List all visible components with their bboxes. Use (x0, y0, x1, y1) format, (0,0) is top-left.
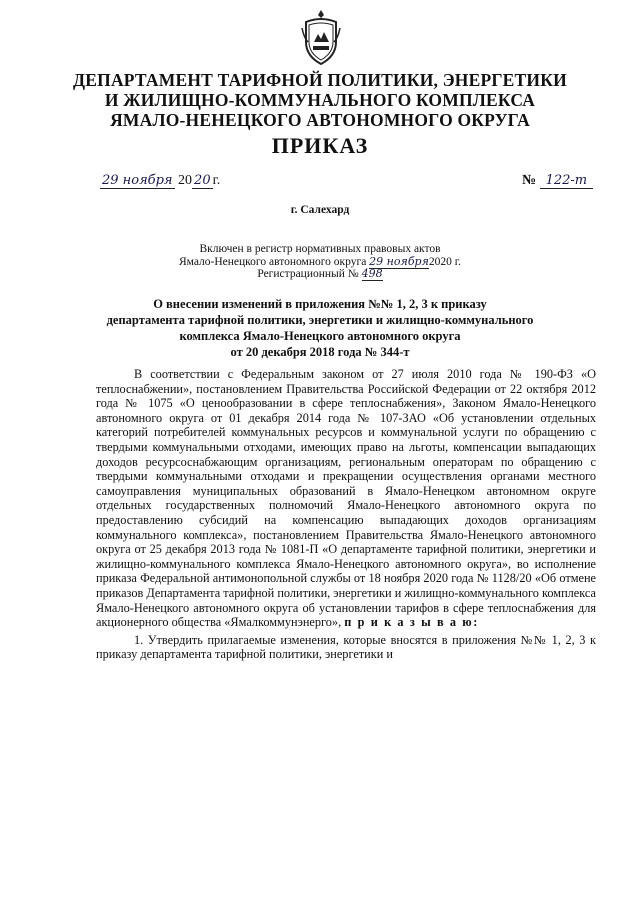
handwritten-number: 122-т (540, 173, 594, 189)
registration-number-label: Регистрационный № (257, 268, 359, 280)
order-date (100, 173, 220, 189)
department-line: ДЕПАРТАМЕНТ ТАРИФНОЙ ПОЛИТИКИ, ЭНЕРГЕТИКИ (73, 70, 567, 90)
order-number (522, 173, 593, 189)
year-suffix: г. (212, 173, 221, 188)
preamble-paragraph (96, 367, 596, 630)
subject-line: от 20 декабря 2018 года № 344-т (230, 345, 410, 359)
registration-line (0, 268, 640, 281)
number-label: № (522, 173, 537, 188)
department-name (40, 70, 600, 130)
coat-of-arms-icon (300, 8, 342, 66)
department-line: ЯМАЛО-НЕНЕЦКОГО АВТОНОМНОГО ОКРУГА (110, 110, 530, 130)
handwritten-registration-number: 498 (361, 267, 383, 280)
handwritten-registration-date: 29 ноября (369, 254, 429, 268)
subject-line: департамента тарифной политики, энергетики и жилищно-коммунального (106, 313, 534, 327)
document-title: ПРИКАЗ (271, 133, 369, 158)
subject-line: комплекса Ямало-Ненецкого автономного округа (179, 329, 461, 343)
subject-line: О внесении изменений в приложения №№ 1, 2, 3 к приказу (153, 297, 487, 311)
order-subject (60, 296, 580, 360)
handwritten-date: 29 ноября (102, 173, 173, 188)
city: г. Салехард (290, 204, 350, 216)
registration-stamp (0, 243, 640, 281)
preamble-text: В соответствии с Федеральным законом от 27 июля 2010 года № 190-ФЗ «О теплоснабжении», постановлением Правительства Российской Федерации от 22 октября 2012 года № 1075 «О ценообразовании в сфере теплоснабжения», Законом Ямало-Ненецкого автономного округа от 01 декабря 2014 года № 107-ЗАО «Об установлении отдельных категорий потребителей коммунальных ресурсов и коммунальной услуги по обращению с твердыми коммунальными отходами, имеющих право на льготы, компенсации выпадающих доходов ресурсоснабжающим организациям, региональным операторам по обращению с твердыми коммунальными отходами и прекращении осуществления органами местного самоуправления муниципальных образований в Ямало-Ненецком автономном округе отдельных государственных полномочий Ямало-Ненецкого автономного округа по предоставлению субсидий на компенсацию выпадающих доходов организациям коммунального комплекса», постановлением Правительства Ямало-Ненецкого автономного округа от 25 декабря 2013 года № 1081-П «О департаменте тарифной политики, энергетики и жилищно-коммунального комплекса Ямало-Ненецкого автономного округа», во исполнение приказа Федеральной антимонопольной службы от 18 ноября 2020 года № 1128/20 «Об отмене приказов Департамента тарифной политики, энергетики и жилищно-коммунального комплекса Ямало-Ненецкого автономного округа об установлении тарифов в сфере теплоснабжения для акционерного общества «Ямалкоммунэнерго», (96, 367, 596, 630)
order-word: п р и к а з ы в а ю: (344, 615, 479, 630)
order-body (96, 367, 596, 662)
registration-line (0, 256, 640, 269)
registration-text: Ямало-Ненецкого автономного округа (178, 255, 367, 268)
registration-year: 2020 г. (428, 255, 462, 268)
department-line: И ЖИЛИЩНО-КОММУНАЛЬНОГО КОМПЛЕКСА (104, 90, 536, 110)
handwritten-year: 20 (194, 173, 211, 188)
registration-line: Включен в регистр нормативных правовых актов (199, 243, 441, 255)
item-paragraph: 1. Утвердить прилагаемые изменения, которые вносятся в приложения №№ 1, 2, 3 к приказу департамента тарифной политики, энергетики и (96, 632, 596, 662)
year-prefix: 20 (178, 173, 193, 188)
